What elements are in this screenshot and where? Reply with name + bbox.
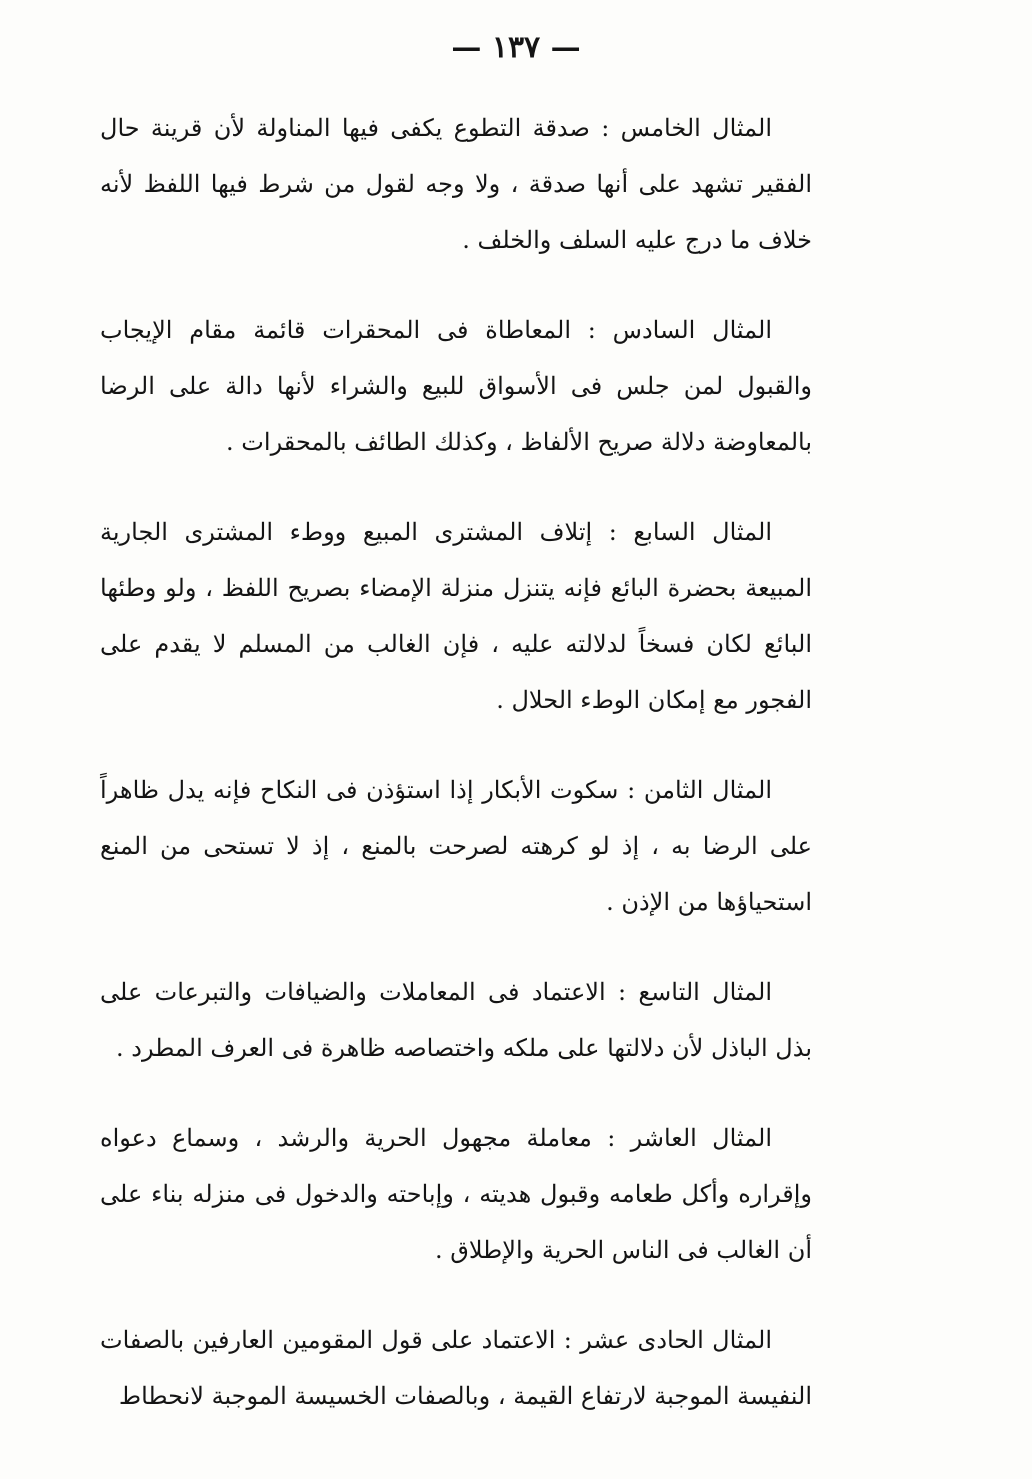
paragraph-text: المثال الثامن : سكوت الأبكار إذا استؤذن فى النكاح فإنه يدل ظاهراً على الرضا به ، إذ لو كرهته لصرحت بالمنع ، إذ لا تستحى من المنع استحياؤها من الإذن . [100, 776, 812, 916]
paragraph-example-10 [100, 1110, 812, 1278]
paragraph-text: المثال الحادى عشر : الاعتماد على قول المقومين العارفين بالصفات النفيسة الموجبة لارتفاع القيمة ، وبالصفات الخسيسة الموجبة لانحطاط [100, 1326, 812, 1410]
paragraph-text: المثال الخامس : صدقة التطوع يكفى فيها المناولة لأن قرينة حال الفقير تشهد على أنها صدقة ، ولا وجه لقول من شرط فيها اللفظ لأنه خلاف ما درج عليه السلف والخلف . [100, 114, 812, 254]
paragraph-text: المثال السابع : إتلاف المشترى المبيع ووطء المشترى الجارية المبيعة بحضرة البائع فإنه يتنزل منزلة الإمضاء بصريح اللفظ ، ولو وطئها البائع لكان فسخاً لدلالته عليه ، فإن الغالب من المسلم لا يقدم على الفجور مع إمكان الوطء الحلال . [100, 518, 812, 714]
paragraph-example-6 [100, 302, 812, 470]
paragraph-example-9 [100, 964, 812, 1076]
paragraph-text: المثال التاسع : الاعتماد فى المعاملات والضيافات والتبرعات على بذل الباذل لأن دلالتها على ملكه واختصاصه ظاهرة فى العرف المطرد . [100, 978, 812, 1062]
paragraph-example-5 [100, 100, 812, 268]
paragraph-example-7 [100, 504, 812, 728]
body-text [100, 100, 812, 1424]
paragraph-example-8 [100, 762, 812, 930]
paragraph-example-11 [100, 1312, 812, 1424]
paragraph-text: المثال السادس : المعاطاة فى المحقرات قائمة مقام الإيجاب والقبول لمن جلس فى الأسواق للبيع والشراء لأنها دالة على الرضا بالمعاوضة دلالة صريح الألفاظ ، وكذلك الطائف بالمحقرات . [100, 316, 812, 456]
page-number: — ١٣٧ — [451, 30, 581, 65]
paragraph-text: المثال العاشر : معاملة مجهول الحرية والرشد ، وسماع دعواه وإقراره وأكل طعامه وقبول هديته ، وإباحته والدخول فى منزله بناء على أن الغالب فى الناس الحرية والإطلاق . [100, 1124, 812, 1264]
